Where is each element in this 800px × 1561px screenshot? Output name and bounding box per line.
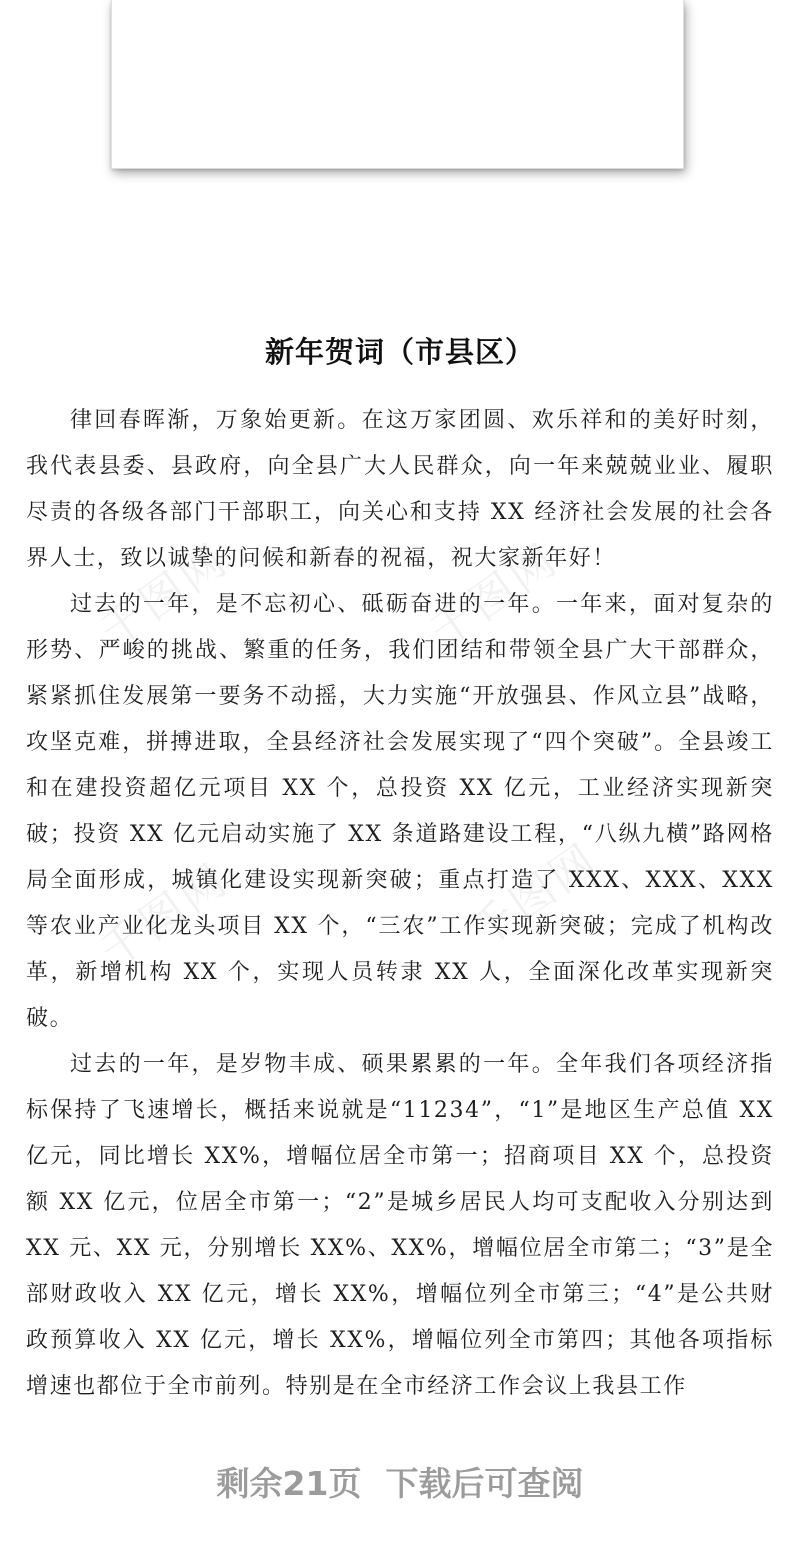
watermark-graphic: 千图网: [460, 833, 609, 958]
remaining-pages-label: 剩余21页: [216, 1464, 362, 1503]
download-prompt[interactable]: [0, 1456, 800, 1512]
download-hint-label: 下载后可查阅: [385, 1464, 584, 1503]
previous-page-preview: [111, 0, 684, 169]
document-title: 新年贺词（市县区）: [264, 335, 535, 369]
watermark-graphic: 千图网: [420, 533, 569, 658]
paragraph-greeting: 律回春晖渐，万象始更新。在这万家团圆、欢乐祥和的美好时刻，我代表县委、县政府，向全县广大人民群众，向一年来兢兢业业、履职尽责的各级各部门干部职工，向关心和支持 XX 经济社会发展的社会各界人士，致以诚挚的问候和新春的祝福，祝大家新年好！: [26, 408, 774, 571]
paragraph-achievements: 过去的一年，是岁物丰成、硕果累累的一年。全年我们各项经济指标保持了飞速增长，概括来说就是“11234”，“1”是地区生产总值 XX 亿元，同比增长 XX%，增幅位居全市第一；招商项目 XX 个，总投资额 XX 亿元，位居全市第一；“2”是城乡居民人均可支配收入分别达到 XX 元、XX 元，分别增长 XX%、XX%，增幅位居全市第二；“3”是全部财政收入 XX 亿元，增长 XX%，增幅位列全市第三；“4”是公共财政预算收入 XX 亿元，增长 XX%，增幅位列全市第四；其他各项指标增速也都位于全市前列。特别是在全市经济工作会议上我县工作: [26, 1052, 774, 1399]
watermark-graphic: 千图网: [90, 533, 239, 658]
document-body: [26, 398, 774, 1420]
paragraph-breakthroughs: 过去的一年，是不忘初心、砥砺奋进的一年。一年来，面对复杂的形势、严峻的挑战、繁重的任务，我们团结和带领全县广大干部群众，紧紧抓住发展第一要务不动摇，大力实施“开放强县、作风立县”战略，攻坚克难，拼搏进取，全县经济社会发展实现了“四个突破”。全县竣工和在建投资超亿元项目 XX 个，总投资 XX 亿元，工业经济实现新突破；投资 XX 亿元启动实施了 XX 条道路建设工程，“八纵九横”路网格局全面形成，城镇化建设实现新突破；重点打造了 XXX、XXX、XXX 等农业产业化龙头项目 XX 个，“三农”工作实现新突破；完成了机构改革，新增机构 XX 个，实现人员转隶 XX 人，全面深化改革实现新突破。: [26, 592, 774, 1031]
watermark-graphic: 千图网: [90, 853, 239, 978]
